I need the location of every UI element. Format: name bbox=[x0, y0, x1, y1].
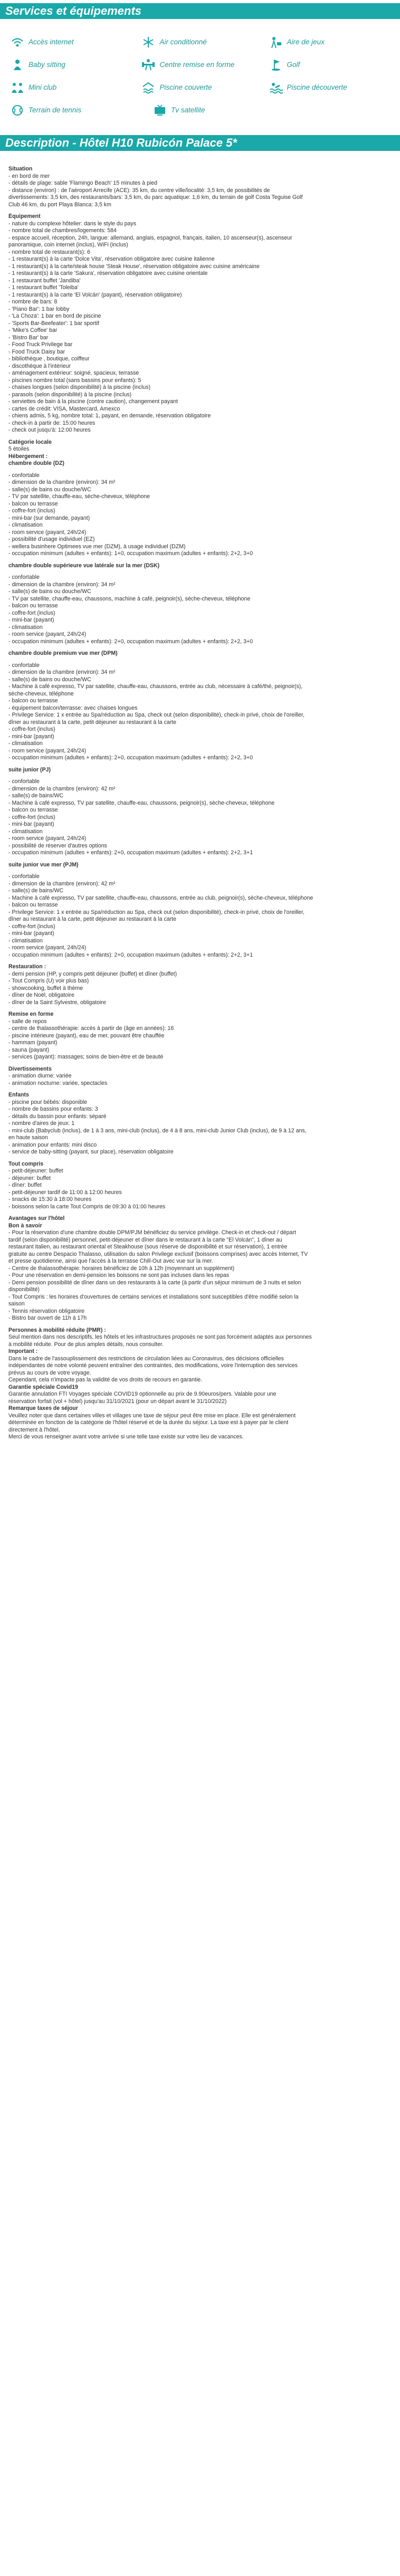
text-line: tardif (selon disponibilité) personnel, petit-déjeuner et dîner dans le restaurant à la carte "El Volcán", 1 dîner au bbox=[8, 1236, 282, 1243]
section-heading: suite junior (PJ) bbox=[8, 766, 51, 773]
text-line: panoramique, coin internet (inclus), WiFi (inclus) bbox=[8, 242, 128, 248]
text-line: - sauna (payant) bbox=[8, 1046, 50, 1053]
text-line: - 'Mike's Coffee' bar bbox=[8, 327, 58, 333]
text-line: déterminée en fonction de la catégorie de l'hôtel réservé et de la durée du séjour. La taxe est à payer par le client bbox=[8, 1419, 289, 1426]
spacer bbox=[8, 558, 389, 562]
text-line: - snacks de 15:30 à 18:00 heures bbox=[8, 1196, 92, 1203]
text-line: - climatisation bbox=[8, 937, 43, 944]
spacer bbox=[8, 657, 389, 662]
spacer bbox=[8, 762, 389, 767]
section-heading: Enfants bbox=[8, 1092, 29, 1098]
text-line: en haute saison bbox=[8, 1134, 48, 1141]
baby-sitting-icon bbox=[11, 58, 24, 72]
section-heading: Hébergement : bbox=[8, 453, 48, 460]
text-line: - coffre-fort (inclus) bbox=[8, 508, 55, 514]
text-line: - 1 restaurant(s) à la carte 'Sakura', réservation obligatoire avec cuisine orientale bbox=[8, 270, 208, 276]
spacer bbox=[8, 468, 389, 472]
services-row bbox=[11, 53, 400, 76]
text-line: - bibliothèque , boutique, coiffeur bbox=[8, 356, 90, 362]
text-line: - confortable bbox=[8, 574, 40, 580]
text-line: - centre de thalassothérapie: accès à partir de (âge en années): 16 bbox=[8, 1025, 174, 1032]
spacer bbox=[8, 1087, 389, 1092]
playground-icon bbox=[269, 35, 283, 49]
text-line: - nature du complexe hôtelier: dans le style du pays bbox=[8, 220, 137, 227]
text-line: - room service (payant, 24h/24) bbox=[8, 529, 87, 536]
description-body bbox=[0, 151, 400, 1441]
description-banner: Description - Hôtel H10 Rubicón Palace 5* bbox=[0, 135, 400, 151]
text-line: - balcon ou terrasse bbox=[8, 698, 58, 704]
text-line: - mini-bar (payant) bbox=[8, 617, 54, 623]
service-label: Piscine découverte bbox=[287, 83, 347, 91]
text-line: - showcooking, buffet à thème bbox=[8, 985, 83, 991]
section-heading: Remarque taxes de séjour bbox=[8, 1405, 78, 1411]
text-line: - nombre total de restaurant(s): 6 bbox=[8, 249, 90, 255]
text-line: - salle de repos bbox=[8, 1018, 47, 1025]
section-heading: chambre double premium vue mer (DPM) bbox=[8, 650, 118, 656]
text-line: - room service (payant, 24h/24) bbox=[8, 944, 87, 951]
text-line: - Pour une réservation en demi-pension les boissons ne sont pas incluses dans les repas bbox=[8, 1272, 230, 1279]
text-line: - service de baby-sitting (payant, sur place), réservation obligatoire bbox=[8, 1149, 174, 1155]
text-line: - piscine intérieure (payant), eau de mer, pouvant être chauffée bbox=[8, 1032, 165, 1039]
text-line: - TV par satellite, chauffe-eau, sèche-cheveux, téléphone bbox=[8, 493, 150, 500]
section-heading: suite junior vue mer (PJM) bbox=[8, 861, 79, 868]
text-line: - demi pension (HP, y compris petit déjeuner (buffet) et dîner (buffet) bbox=[8, 970, 177, 977]
service-label: Mini club bbox=[28, 83, 57, 91]
text-line: - confortable bbox=[8, 472, 40, 479]
text-line: - occupation minimum (adultes + enfants): 2+0, occupation maximum (adultes + enfants): 2+2, 3+0 bbox=[8, 755, 253, 761]
spacer bbox=[8, 569, 389, 574]
spacer bbox=[8, 869, 389, 873]
text-line: - Bistro bar ouvert de 11h à 17h bbox=[8, 1315, 87, 1321]
text-line: - Tout Compris : les horaires d'ouvertures de certains services et installations sont susceptibles d'être modifié selon la bbox=[8, 1293, 299, 1300]
text-line: - animation nocturne: variée, spectacles bbox=[8, 1080, 108, 1086]
text-line: Seul mention dans nos descriptifs, les hôtels et les infrastructures proposés ne sont pas forcément adaptés aux personnes bbox=[8, 1334, 312, 1340]
text-line: - balcon ou terrasse bbox=[8, 603, 58, 609]
services-banner: Services et équipements bbox=[0, 3, 400, 19]
text-line: - Centre de thalassothérapie: horaires bénéficiez de 10h à 12h (moyennant un supplément) bbox=[8, 1265, 235, 1272]
text-line: - petit-déjeuner: buffet bbox=[8, 1168, 63, 1174]
service-item bbox=[141, 58, 269, 72]
text-line: - possibilité de réserver d'autres options bbox=[8, 842, 107, 849]
text-line: - 1 restaurant(s) à la carte/steak house 'Steak House', réservation obligatoire avec cuisine américaine bbox=[8, 263, 260, 270]
text-line: - climatisation bbox=[8, 624, 43, 631]
text-line: - climatisation bbox=[8, 828, 43, 835]
text-line: - salle(s) de bains ou douche/WC bbox=[8, 588, 91, 595]
text-line: - cartes de crédit: VISA, Mastercard, Amexco bbox=[8, 405, 120, 412]
text-line: - 1 restaurant buffet 'Jandiba' bbox=[8, 277, 81, 284]
services-grid bbox=[0, 19, 400, 123]
services-row bbox=[11, 76, 400, 99]
text-line: - Pour la réservation d'une chambre double DPM/PJM bénéficiez du service privilège. Check-in et check-out / départ bbox=[8, 1229, 296, 1236]
text-line: - coffre-fort (inclus) bbox=[8, 814, 55, 820]
text-line: - aménagement extérieur: soigné, spacieux, terrasse bbox=[8, 370, 139, 376]
text-line: - détails de plage: sable 'Flamingo Beach' 15 minutes à pied bbox=[8, 180, 158, 186]
text-line: - nombre total de chambres/logements: 584 bbox=[8, 227, 117, 234]
mini-club-icon bbox=[11, 81, 24, 94]
covered-pool-icon bbox=[141, 81, 155, 94]
text-line: - Machine à café expresso, TV par satellite, chauffe-eau, chaussons, peignoir(s), sèche-cheveux, téléphone bbox=[8, 799, 275, 806]
text-line: - Demi pension possibilité de dîner dans un des restaurants à la carte (à partir d'un séjour minimum de 3 nuits et selon bbox=[8, 1279, 301, 1286]
text-line: - mini-club (Babyclub (inclus), de 1 à 3 ans, mini-club (inclus), de 4 à 8 ans, mini-club Junior Club (inclus), de 9 à 12 ans, bbox=[8, 1127, 307, 1134]
text-line: - coffre-fort (inclus) bbox=[8, 923, 55, 930]
air-conditioning-icon bbox=[141, 35, 155, 49]
section-heading: Restauration : bbox=[8, 963, 46, 970]
text-line: saison bbox=[8, 1301, 25, 1307]
spacer bbox=[8, 1210, 389, 1215]
text-line: - serviettes de bain à la piscine (contre caution), changement payant bbox=[8, 398, 178, 405]
spacer bbox=[8, 1156, 389, 1161]
service-label: Golf bbox=[287, 61, 300, 69]
text-line: - Machine à café expresso, TV par satellite, chauffe-eau, chaussons, entrée au club, nécessaire à café/thé, peignoir(s), bbox=[8, 683, 303, 690]
text-line: Garantie annulation FTI Voyages spéciale COVID19 optionnelle au prix de 9.90euros/pers. Valable pour une bbox=[8, 1391, 277, 1397]
section-heading: chambre double supérieure vue latérale sur la mer (DSK) bbox=[8, 562, 160, 569]
text-line: Dans le cadre de l'assouplissement des restrictions de circulation liées au Coronavirus, des décisions officielles bbox=[8, 1355, 284, 1362]
text-line: - dimension de la chambre (environ): 34 m² bbox=[8, 669, 116, 675]
service-item bbox=[11, 58, 141, 72]
text-line: restaurant italien, au restaurant oriental et Steakhouse (sous réserve de disponibilité et sur réservation), 1 entrée bbox=[8, 1244, 288, 1250]
text-line: - nombre de bassins pour enfants: 3 bbox=[8, 1106, 98, 1112]
text-line: et presse quotidienne, ainsi que l'accès à la terrasse Chill-Out avec vue sur la mer. bbox=[8, 1258, 213, 1264]
text-line: prévus au cours de votre voyage. bbox=[8, 1369, 91, 1376]
section-heading: Garantie spéciale Covid19 bbox=[8, 1384, 78, 1390]
text-line: - en bord de mer bbox=[8, 173, 50, 179]
text-line: - 'Bistro Bar' bar bbox=[8, 334, 49, 341]
text-line: - espace accueil, réception, 24h, langue: allemand, anglais, espagnol, français, italien, 10 ascenseur(s), ascenseur bbox=[8, 234, 292, 241]
text-line: réservation forfait (vol + hôtel) jusqu'au 31/10/2021 (pour un départ avant le 31/10/2022) bbox=[8, 1398, 227, 1405]
text-line: - TV par satellite, chauffe-eau, chaussons, machine à café, peignoir(s), sèche-cheveux, téléphone bbox=[8, 595, 251, 602]
text-line: - petit-déjeuner tardif de 11:00 à 12:00 heures bbox=[8, 1189, 122, 1196]
text-line: - 1 restaurant(s) à la carte 'Dolce Vita', réservation obligatoire avec cuisine italienne bbox=[8, 256, 215, 262]
text-line: - nombre de bars: 8 bbox=[8, 299, 58, 305]
text-line: - piscine pour bébés: disponible bbox=[8, 1099, 87, 1105]
service-label: Terrain de tennis bbox=[28, 106, 82, 114]
text-line: - hammam (payant) bbox=[8, 1039, 58, 1046]
spacer bbox=[8, 774, 389, 778]
text-line: indépendantes de notre volonté peuvent entraîner des contraintes, des modifications, voire l'interruption des services bbox=[8, 1362, 298, 1369]
text-line: - chiens admis, 5 kg, nombre total: 1, payant, en demande, réservation obligatoire bbox=[8, 413, 211, 419]
text-line: - confortable bbox=[8, 778, 40, 785]
text-line: - 1 restaurant(s) à la carte 'El Volcán' (payant), réservation obligatoire) bbox=[8, 291, 182, 298]
text-line: - services (payant): massages; soins de bien-être et de beauté bbox=[8, 1054, 164, 1060]
text-line: - mini-bar (sur demande, payant) bbox=[8, 514, 90, 521]
text-line: - balcon ou terrasse bbox=[8, 902, 58, 908]
text-line: - parasols (selon disponibilité) à la piscine (inclus) bbox=[8, 391, 132, 398]
text-line: sèche-cheveux, téléphone bbox=[8, 690, 74, 697]
text-line: dîner au restaurant à la carte, petit déjeuner au restaurant à la carte bbox=[8, 719, 177, 726]
section-heading: Tout compris bbox=[8, 1160, 44, 1167]
text-line: - dîner de la Saint Sylvestre, obligatoire bbox=[8, 999, 106, 1006]
text-line: Merci de vous renseigner avant votre arrivée si une telle taxe existe sur votre lieu de vacances. bbox=[8, 1434, 244, 1440]
spacer bbox=[8, 1061, 389, 1066]
text-line: - occupation minimum (adultes + enfants): 2+0, occupation maximum (adultes + enfants): 2+2, 3+1 bbox=[8, 850, 253, 856]
text-line: - dîner de Noël, obligatoire bbox=[8, 992, 74, 998]
text-line: 5 étoiles bbox=[8, 446, 30, 452]
text-line: divertissements: 3,5 km, des restaurants/bars: 3,5 km, du parc aquatique: 1,6 km, du terrain de golf Costa Teguise Golf bbox=[8, 194, 303, 201]
text-line: - room service (payant, 24h/24) bbox=[8, 747, 87, 754]
service-item bbox=[141, 35, 269, 49]
section-heading: Situation bbox=[8, 166, 33, 172]
section-heading: Divertissements bbox=[8, 1065, 52, 1072]
section-heading: Personnes à mobilité réduite (PMR) : bbox=[8, 1327, 106, 1333]
text-line: - 'Sports Bar-Beefeater': 1 bar sportif bbox=[8, 320, 99, 327]
text-line: - Food Truck Privilege bar bbox=[8, 341, 73, 348]
text-line: - check-in à partir de: 15:00 heures bbox=[8, 419, 96, 426]
section-heading: Bon à savoir bbox=[8, 1222, 42, 1229]
text-line: - Privilege Service: 1 x entrée au Spa/réduction au Spa, check out (selon disponibilité), check-in privé, choix de l'oreiller, bbox=[8, 712, 304, 718]
service-label: Centre remise en forme bbox=[159, 61, 235, 69]
section-heading: Équipement bbox=[8, 213, 41, 220]
text-line: - discothèque à l'intérieur bbox=[8, 362, 71, 369]
spacer bbox=[8, 959, 389, 963]
service-item bbox=[141, 81, 269, 94]
text-line: - piscines nombre total (sans bassins pour enfants): 5 bbox=[8, 377, 141, 384]
services-row bbox=[11, 99, 400, 121]
services-row bbox=[11, 31, 400, 53]
text-line: - salle(s) de bains/WC bbox=[8, 888, 64, 894]
text-line: disponibilité) bbox=[8, 1286, 40, 1293]
outdoor-pool-icon bbox=[269, 81, 283, 94]
service-label: Air conditionné bbox=[159, 38, 207, 46]
text-line: - déjeuner: buffet bbox=[8, 1175, 51, 1181]
text-line: - nombre d'aires de jeux: 1 bbox=[8, 1120, 75, 1127]
text-line: - Tout Compris (U) voir plus bas) bbox=[8, 978, 89, 984]
text-line: - mini-bar (payant) bbox=[8, 930, 54, 937]
text-line: - occupation minimum (adultes + enfants): 2+0, occupation maximum (adultes + enfants): 2+2, 3+0 bbox=[8, 638, 253, 645]
text-line: - 'Piano Bar': 1 bar lobby bbox=[8, 306, 70, 312]
service-item bbox=[11, 35, 141, 49]
text-line: - animation pour enfants: mini disco bbox=[8, 1141, 97, 1148]
text-line: - climatisation bbox=[8, 740, 43, 747]
spacer bbox=[8, 1006, 389, 1011]
section-heading: Important : bbox=[8, 1348, 38, 1354]
service-label: Piscine couverte bbox=[159, 83, 212, 91]
text-line: - check out jusqu'à: 12:00 heures bbox=[8, 427, 91, 433]
text-line: - équipement balcon/terrasse: avec chaises longues bbox=[8, 704, 138, 711]
service-item bbox=[269, 58, 400, 72]
tv-icon bbox=[153, 103, 167, 117]
spacer bbox=[8, 645, 389, 650]
service-item bbox=[269, 81, 400, 94]
service-label: Aire de jeux bbox=[287, 38, 325, 46]
text-line: - mini-bar (payant) bbox=[8, 733, 54, 740]
text-line: - salle(s) de bains ou douche/WC bbox=[8, 486, 91, 493]
text-line: - coffre-fort (inclus) bbox=[8, 609, 55, 616]
service-item bbox=[269, 35, 400, 49]
text-line: - salle(s) de bains ou douche/WC bbox=[8, 676, 91, 683]
text-line: à mobilité réduite. Pour de plus amples détails, nous consulter. bbox=[8, 1341, 164, 1348]
service-label: Accès internet bbox=[28, 38, 74, 46]
text-line: - chaises longues (selon disponibilité) à la piscine (inclus) bbox=[8, 384, 151, 390]
text-line: - confortable bbox=[8, 662, 40, 669]
text-line: - Food Truck Daisy bar bbox=[8, 348, 65, 355]
text-line: - dîner: buffet bbox=[8, 1182, 42, 1188]
text-line: directement à l'hôtel. bbox=[8, 1426, 60, 1433]
text-line: Cependant, cela n'impacte pas la validité de vos droits de recours en garantie. bbox=[8, 1377, 203, 1383]
section-heading: chambre double (DZ) bbox=[8, 460, 64, 466]
text-line: - climatisation bbox=[8, 522, 43, 528]
text-line: - room service (payant, 24h/24) bbox=[8, 835, 87, 842]
text-line: gratuite au centre Despacio Thalasso, utilisation du salon Privilege exclusif (boissons comprises) avec accès Internet, TV bbox=[8, 1251, 308, 1257]
text-line: - dimension de la chambre (environ): 34 m² bbox=[8, 581, 116, 588]
text-line: - dimension de la chambre (environ): 42 m² bbox=[8, 880, 116, 887]
service-item bbox=[153, 103, 291, 117]
text-line: - distance (environ) : de l'aéroport Arrecife (ACE): 35 km, du centre ville/localité: 3,5 km, de possibilités de bbox=[8, 187, 270, 194]
spacer bbox=[8, 1322, 389, 1327]
text-line: - 1 restaurant buffet 'Toleiba' bbox=[8, 284, 79, 291]
text-line: - dimension de la chambre (environ): 42 m² bbox=[8, 785, 116, 792]
section-heading: Avantages sur l'hôtel bbox=[8, 1215, 65, 1222]
text-line: - animation diurne: variée bbox=[8, 1073, 72, 1079]
text-line: Club 46 km, du port Playa Blanca: 3,5 km bbox=[8, 201, 111, 208]
wifi-icon bbox=[11, 35, 24, 49]
service-label: Tv satellite bbox=[171, 106, 205, 114]
text-line: - mini-bar (payant) bbox=[8, 821, 54, 827]
text-line: - occupation minimum (adultes + enfants): 2+0, occupation maximum (adultes + enfants): 2+2, 3+1 bbox=[8, 951, 253, 958]
text-line: Veuillez noter que dans certaines villes et villages une taxe de séjour peut être mise en place. Elle est généralement bbox=[8, 1412, 296, 1419]
text-line: - room service (payant, 24h/24) bbox=[8, 631, 87, 637]
text-line: - possibilité d'usage individuel (EZ) bbox=[8, 536, 95, 542]
text-line: - balcon ou terrasse bbox=[8, 807, 58, 813]
text-line: dîner au restaurant à la carte, petit déjeuner au restaurant à la carte bbox=[8, 916, 177, 922]
text-line: - coffre-fort (inclus) bbox=[8, 726, 55, 732]
text-line: - salle(s) de bains/WC bbox=[8, 793, 64, 799]
text-line: - wellera businhere Optimees vue mer (DZM), à usage individuel (DZM) bbox=[8, 543, 186, 550]
text-line: - confortable bbox=[8, 873, 40, 880]
service-label: Baby sitting bbox=[28, 61, 65, 69]
fitness-icon bbox=[141, 58, 155, 72]
service-item bbox=[11, 81, 141, 94]
spacer bbox=[8, 434, 389, 439]
text-line: - boissons selon la carte Tout Compris de 09:30 à 01:00 heures bbox=[8, 1203, 166, 1210]
text-line: - dimension de la chambre (environ): 34 m² bbox=[8, 479, 116, 485]
tennis-icon bbox=[11, 103, 24, 117]
text-line: - Tennis réservation obligatoire bbox=[8, 1308, 85, 1314]
text-line: - détails du bassin pour enfants: séparé bbox=[8, 1113, 107, 1120]
section-heading: Remise en forme bbox=[8, 1011, 54, 1017]
spacer bbox=[8, 857, 389, 862]
spacer bbox=[8, 208, 389, 213]
text-line: - Privilege Service: 1 x entrée au Spa/réduction au Spa, check out (selon disponibilité), check-in privé, choix de l'oreiller, bbox=[8, 909, 304, 915]
text-line: - balcon ou terrasse bbox=[8, 500, 58, 507]
service-item bbox=[11, 103, 153, 117]
text-line: - occupation minimum (adultes + enfants): 1+0, occupation maximum (adultes + enfants): 2+2, 3+0 bbox=[8, 550, 253, 557]
text-line: - Machine à café expresso, TV par satellite, chauffe-eau, chaussons, entrée au club, peignoir(s), sèche-cheveux, téléphone bbox=[8, 894, 313, 901]
text-line: - 'La Choza': 1 bar en bord de piscine bbox=[8, 313, 101, 319]
section-heading: Catégorie locale bbox=[8, 438, 52, 445]
golf-icon bbox=[269, 58, 283, 72]
